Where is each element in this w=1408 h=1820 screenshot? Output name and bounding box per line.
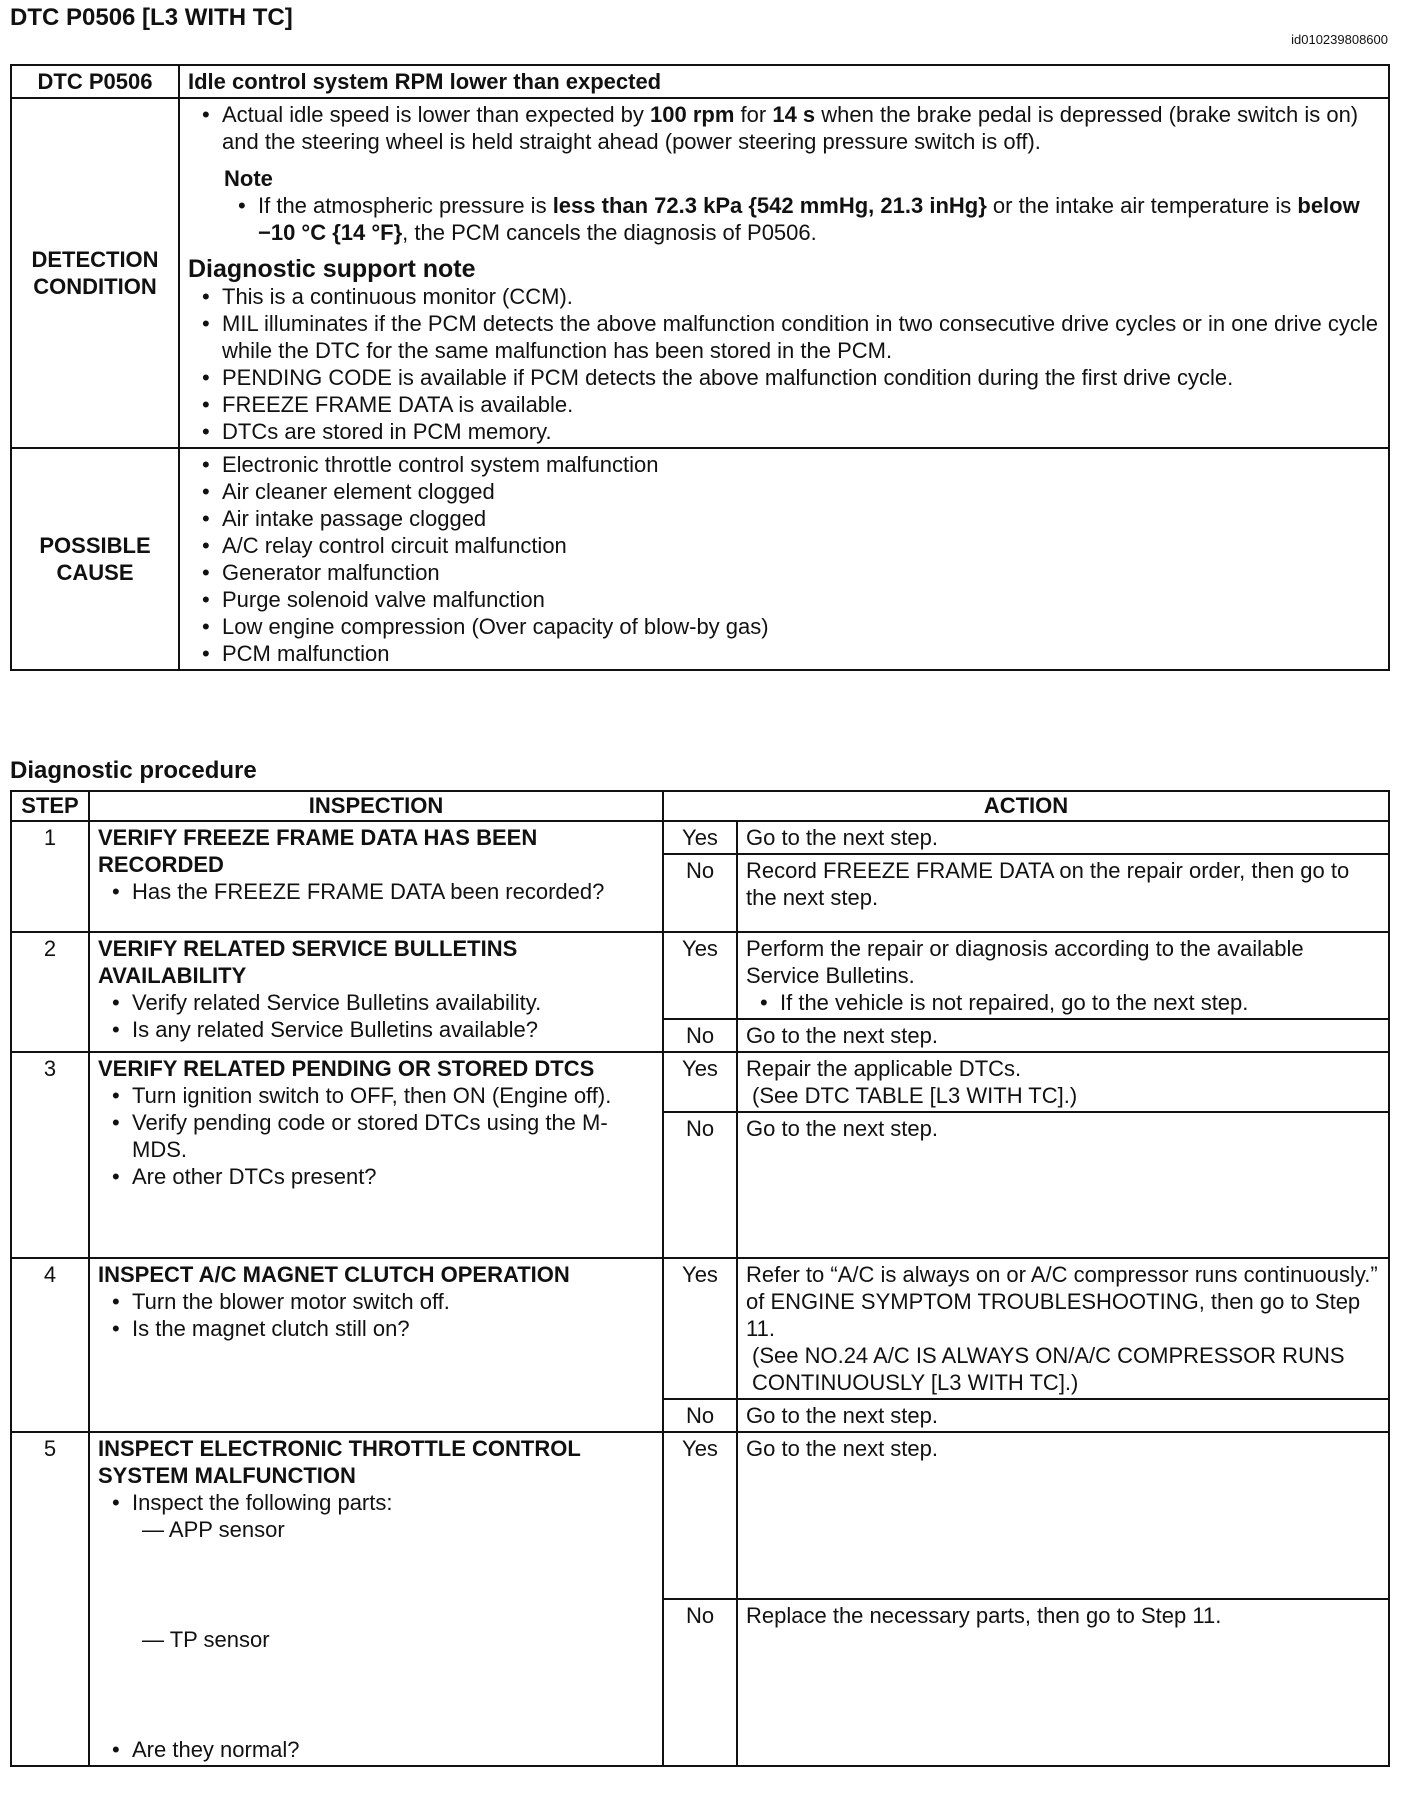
note-item: • If the atmospheric pressure is less than 72.3 kPa {542 mmHg, 21.3 inHg} or the intake air temperature is below −10 °C {14 °F}, the PCM cancels the diagnosis of P0506. — [258, 192, 1380, 246]
yes-label: Yes — [663, 1258, 737, 1399]
cause-item: • A/C relay control circuit malfunction — [222, 532, 1380, 559]
inspection-item: • Is any related Service Bulletins available? — [132, 1016, 654, 1043]
step-5-yes-row — [11, 1432, 1389, 1599]
inspection-item: • Are they normal? — [132, 1736, 654, 1763]
dtc-code: DTC P0506 — [11, 65, 179, 98]
cause-item: • Electronic throttle control system malfunction — [222, 451, 1380, 478]
diagnostic-procedure-table — [10, 790, 1390, 1767]
step-3-yes-row — [11, 1052, 1389, 1112]
yes-action — [737, 1258, 1389, 1399]
part-item: — TP sensor — [142, 1627, 270, 1652]
step-4-yes-row — [11, 1258, 1389, 1399]
parts-list — [98, 1516, 654, 1736]
no-label: No — [663, 1399, 737, 1432]
cause-list — [188, 451, 1380, 667]
detection-item: • Actual idle speed is lower than expected by 100 rpm for 14 s when the brake pedal is depressed (brake switch is on) and the steering wheel is held straight ahead (power steering pressure switch is off). — [222, 101, 1380, 155]
yes-label: Yes — [663, 821, 737, 854]
inspection-title: VERIFY RELATED PENDING OR STORED DTCS — [98, 1056, 595, 1081]
inspection-title: INSPECT ELECTRONIC THROTTLE CONTROL SYSTEM MALFUNCTION — [98, 1436, 581, 1488]
cause-item: • Generator malfunction — [222, 559, 1380, 586]
inspection-title: VERIFY FREEZE FRAME DATA HAS BEEN RECORDED — [98, 825, 538, 877]
yes-action-item: • If the vehicle is not repaired, go to the next step. — [780, 989, 1380, 1016]
step-number: 2 — [11, 932, 89, 1052]
step-inspection — [89, 1432, 663, 1766]
cause-item: • Air intake passage clogged — [222, 505, 1380, 532]
yes-label: Yes — [663, 932, 737, 1019]
step-number: 5 — [11, 1432, 89, 1766]
dtc-info-table — [10, 64, 1390, 671]
yes-action-reference: (See DTC TABLE [L3 WITH TC].) — [752, 1083, 1078, 1108]
inspection-item: • Verify pending code or stored DTCs using the M-MDS. — [132, 1109, 654, 1163]
inspection-item: • Is the magnet clutch still on? — [132, 1315, 654, 1342]
yes-action-text: Perform the repair or diagnosis according to the available Service Bulletins. — [746, 936, 1304, 988]
support-item: • DTCs are stored in PCM memory. — [222, 418, 1380, 445]
detection-condition-content — [179, 98, 1389, 448]
step-2-yes-row — [11, 932, 1389, 1019]
inspection-header: INSPECTION — [89, 791, 663, 821]
dtc-header-row — [11, 65, 1389, 98]
yes-action-reference: (See NO.24 A/C IS ALWAYS ON/A/C COMPRESSOR RUNS CONTINUOUSLY [L3 WITH TC].) — [752, 1343, 1345, 1395]
cause-label-line-1: POSSIBLE — [39, 533, 151, 558]
detection-condition-label — [11, 98, 179, 448]
yes-label: Yes — [663, 1052, 737, 1112]
yes-action — [737, 1052, 1389, 1112]
yes-action-text: Refer to “A/C is always on or A/C compressor runs continuously.” of ENGINE SYMPTOM TROUBLESHOOTING, then go to Step 11. — [746, 1262, 1378, 1341]
part-item: — APP sensor — [142, 1517, 285, 1542]
possible-cause-row — [11, 448, 1389, 670]
inspection-list — [98, 989, 654, 1043]
step-header: STEP — [11, 791, 89, 821]
inspection-list — [98, 1082, 654, 1190]
no-action: Go to the next step. — [737, 1112, 1389, 1258]
possible-cause-content — [179, 448, 1389, 670]
step-inspection — [89, 1052, 663, 1258]
procedure-header-row — [11, 791, 1389, 821]
cause-item: • PCM malfunction — [222, 640, 1380, 667]
inspection-list — [98, 1288, 654, 1342]
detection-label-line-2: CONDITION — [33, 274, 157, 299]
support-note-list — [188, 283, 1380, 445]
cause-item: • Low engine compression (Over capacity of blow-by gas) — [222, 613, 1380, 640]
inspection-item: • Are other DTCs present? — [132, 1163, 654, 1190]
document-id: id010239808600 — [1291, 32, 1388, 47]
inspection-title: VERIFY RELATED SERVICE BULLETINS AVAILABILITY — [98, 936, 518, 988]
step-inspection — [89, 821, 663, 932]
step-inspection — [89, 1258, 663, 1432]
note-title: Note — [224, 166, 273, 191]
cause-item: • Air cleaner element clogged — [222, 478, 1380, 505]
yes-action: Go to the next step. — [737, 821, 1389, 854]
no-action: Go to the next step. — [737, 1399, 1389, 1432]
inspection-list-final — [98, 1736, 654, 1763]
no-label: No — [663, 1112, 737, 1258]
no-action: Go to the next step. — [737, 1019, 1389, 1052]
yes-action-text: Repair the applicable DTCs. — [746, 1056, 1022, 1081]
inspection-item: • Verify related Service Bulletins availability. — [132, 989, 654, 1016]
yes-action-list — [746, 989, 1380, 1016]
cause-label-line-2: CAUSE — [56, 560, 134, 585]
no-action: Record FREEZE FRAME DATA on the repair order, then go to the next step. — [737, 854, 1389, 932]
detection-label-line-1: DETECTION — [31, 247, 159, 272]
no-label: No — [663, 854, 737, 932]
action-header: ACTION — [663, 791, 1389, 821]
no-action: Replace the necessary parts, then go to Step 11. — [737, 1599, 1389, 1766]
yes-action — [737, 932, 1389, 1019]
step-number: 3 — [11, 1052, 89, 1258]
step-1-yes-row — [11, 821, 1389, 854]
inspection-item: • Turn the blower motor switch off. — [132, 1288, 654, 1315]
inspection-title: INSPECT A/C MAGNET CLUTCH OPERATION — [98, 1262, 570, 1287]
detection-row — [11, 98, 1389, 448]
detection-list — [188, 101, 1380, 155]
yes-action: Go to the next step. — [737, 1432, 1389, 1599]
diagnostic-procedure-title: Diagnostic procedure — [10, 757, 257, 784]
step-number: 1 — [11, 821, 89, 932]
yes-label: Yes — [663, 1432, 737, 1599]
inspection-item: • Turn ignition switch to OFF, then ON (Engine off). — [132, 1082, 654, 1109]
cause-item: • Purge solenoid valve malfunction — [222, 586, 1380, 613]
note-list — [224, 192, 1380, 246]
dtc-description: Idle control system RPM lower than expected — [179, 65, 1389, 98]
no-label: No — [663, 1599, 737, 1766]
no-label: No — [663, 1019, 737, 1052]
page-title: DTC P0506 [L3 WITH TC] — [10, 4, 293, 31]
support-item: • This is a continuous monitor (CCM). — [222, 283, 1380, 310]
step-inspection — [89, 932, 663, 1052]
inspection-list — [98, 878, 654, 905]
step-number: 4 — [11, 1258, 89, 1432]
inspection-item: • Inspect the following parts: — [132, 1489, 654, 1516]
possible-cause-label — [11, 448, 179, 670]
support-note-title: Diagnostic support note — [188, 255, 476, 283]
inspection-list — [98, 1489, 654, 1516]
inspection-item: • Has the FREEZE FRAME DATA been recorded? — [132, 878, 654, 905]
support-item: • MIL illuminates if the PCM detects the above malfunction condition in two consecutive drive cycles or in one drive cycle while the DTC for the same malfunction has been stored in the PCM. — [222, 310, 1380, 364]
support-item: • PENDING CODE is available if PCM detects the above malfunction condition during the first drive cycle. — [222, 364, 1380, 391]
support-item: • FREEZE FRAME DATA is available. — [222, 391, 1380, 418]
